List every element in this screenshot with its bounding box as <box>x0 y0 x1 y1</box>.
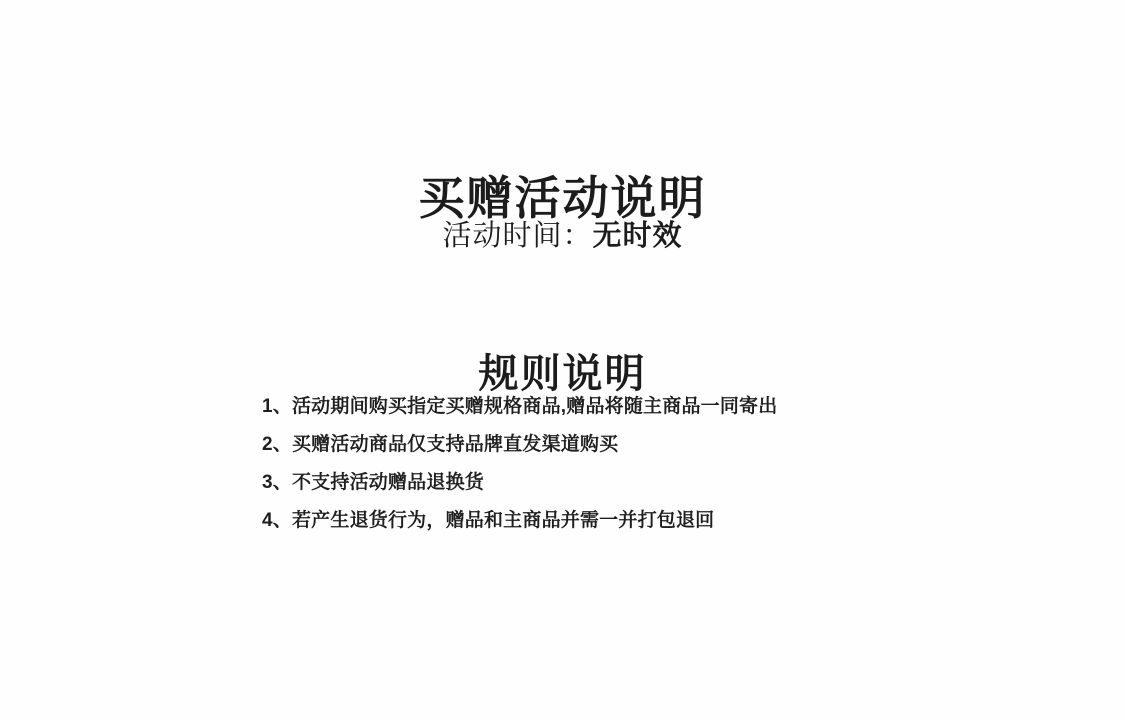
rule-number: 3、 <box>262 472 292 493</box>
rule-text: 不支持活动赠品退换货 <box>291 472 484 493</box>
list-item <box>262 464 902 502</box>
rules-section-title: 规则说明 <box>478 352 647 397</box>
list-item <box>262 502 902 540</box>
rule-number: 2、 <box>262 434 292 455</box>
rule-text: 活动期间购买指定买赠规格商品,赠品将随主商品一同寄出 <box>291 396 778 417</box>
rule-number: 1、 <box>262 396 292 417</box>
activity-time-value: 无时效 <box>592 220 683 252</box>
rule-text: 若产生退货行为，赠品和主商品并需一并打包退回 <box>291 510 715 531</box>
rules-list <box>262 388 902 540</box>
list-item <box>262 388 902 426</box>
rule-text: 买赠活动商品仅支持品牌直发渠道购买 <box>291 434 619 455</box>
page-title: 买赠活动说明 <box>418 171 707 224</box>
rule-number: 4、 <box>262 510 292 531</box>
activity-time-line <box>0 219 1125 254</box>
list-item <box>262 426 902 464</box>
activity-time-label: 活动时间： <box>442 220 593 252</box>
